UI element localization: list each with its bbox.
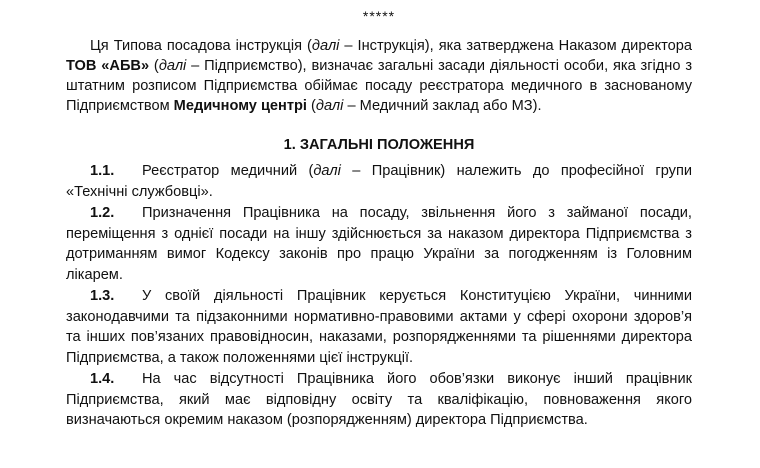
document-page — [66, 6, 692, 432]
clause-number: 1.1. — [90, 163, 115, 179]
intro-paragraph — [66, 36, 692, 116]
clause-number: 1.4. — [90, 371, 115, 387]
clause-number: 1.2. — [90, 205, 115, 221]
clause-1-3 — [66, 286, 692, 368]
intro-daly-2: далі — [158, 58, 187, 74]
clause-text: Призначення Працівника на посаду, звільнення його з займаної посади, переміщення з однієї посади на іншу здійснюється за наказом директора Підприємства з дотриманням вимог Кодексу законів про працю України за погодженням із Головним лікарем. — [66, 205, 692, 283]
clause-text: – Працівник) належить до професійної групи «Технічні службовці». — [66, 163, 692, 200]
clause-text: На час відсутності Працівника його обов’язки виконує інший працівник Підприємства, який має відповідну освіту та кваліфікацію, повноваження якого визначаються окремим наказом (розпорядженням) директора Підприємства. — [66, 371, 692, 428]
intro-text-1: Ця Типова посадова інструкція ( — [90, 38, 312, 54]
separator-stars: ***** — [362, 8, 396, 24]
clause-1-1 — [66, 161, 692, 202]
clause-text: У своїй діяльності Працівник керується Конституцією України, чинними законодавчими та підзаконними нормативно-правовими актами у сфері охорони здоров’я та інших пов’язаних правовідносин, наказами, розпорядженнями та рішеннями директора Підприємства, а також положеннями цієї інструкції. — [66, 288, 692, 366]
intro-daly-1: далі — [311, 38, 340, 54]
clause-daly: далі — [313, 163, 341, 179]
clause-number: 1.3. — [90, 288, 115, 304]
clause-1-2 — [66, 203, 692, 285]
intro-text-3: ( — [149, 58, 159, 74]
intro-text-5: ( — [306, 98, 316, 114]
company-name: ТОВ «АБВ» — [66, 58, 150, 74]
clause-text: Реєстратор медичний ( — [142, 163, 314, 179]
section-title: 1. ЗАГАЛЬНІ ПОЛОЖЕННЯ — [283, 137, 475, 153]
intro-text-4: – Підприємство), визначає загальні засади діяльності особи, яка згідно з штатним розписом Підприємства обіймає посаду реєстратора медичного в заснованому Підприємством — [66, 58, 693, 114]
intro-text-2: – Інструкція), яка затверджена Наказом директора — [339, 38, 692, 54]
intro-text-6: – Медичний заклад або МЗ). — [343, 98, 542, 114]
medical-center-name: Медичному центрі — [173, 98, 307, 114]
clause-1-4 — [66, 369, 692, 431]
intro-daly-3: далі — [315, 98, 344, 114]
